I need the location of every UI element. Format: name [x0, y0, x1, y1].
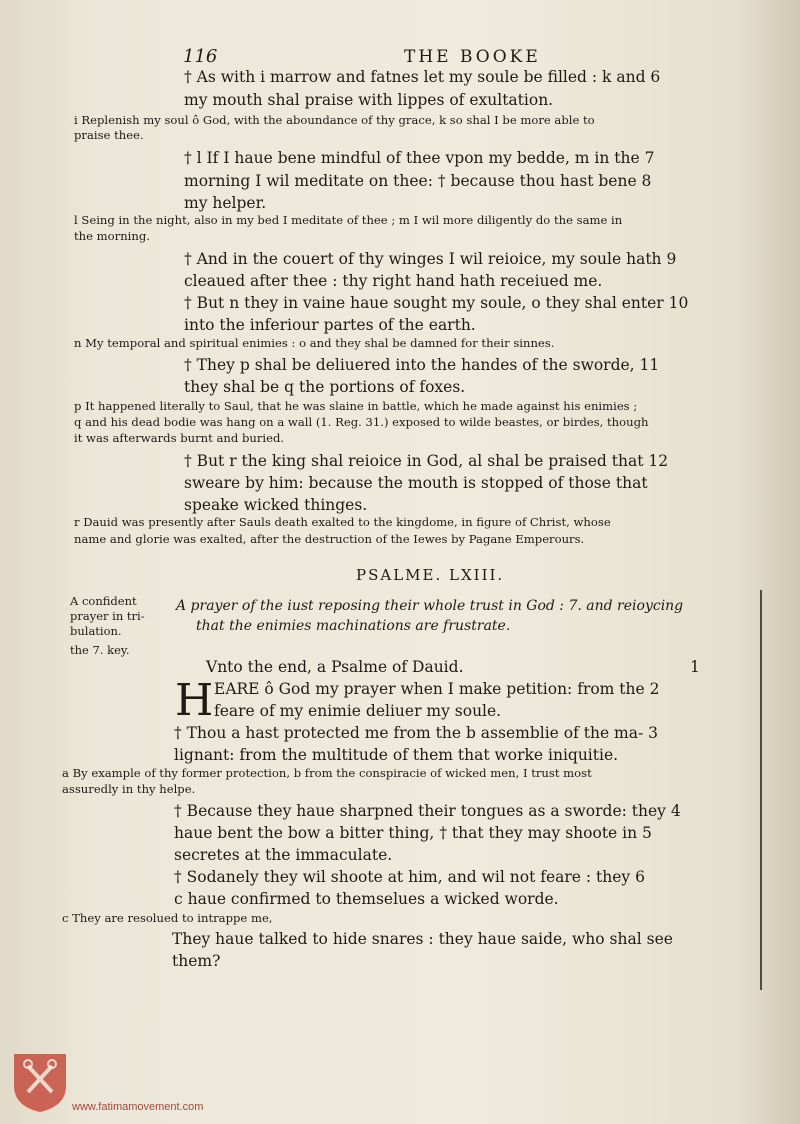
annotation-line: r Dauid was presently after Sauls death exalted to the kingdome, in figure of Christ, whose: [74, 515, 611, 529]
psalm-argument: that the enimies machinations are frustrate.: [196, 618, 511, 634]
running-head: THE BOOKE: [404, 47, 541, 67]
verse-line: † They p shal be deliuered into the handes of the sworde, 11: [184, 356, 660, 374]
verse-line: they shal be q the portions of foxes.: [184, 378, 466, 396]
margin-note: bulation.: [70, 624, 122, 638]
verse-line: † But n they in vaine haue sought my soule, o they shal enter 10: [184, 294, 689, 312]
verse-line: † But r the king shal reioice in God, al shal be praised that 12: [184, 452, 669, 470]
annotation-line: assuredly in thy helpe.: [62, 782, 196, 796]
annotation-line: n My temporal and spiritual enimies : o and they shal be damned for their sinnes.: [74, 336, 555, 350]
verse-line: into the inferiour partes of the earth.: [184, 316, 476, 334]
annotation-line: the morning.: [74, 229, 150, 243]
annotation-line: a By example of thy former protection, b from the conspiracie of wicked men, I trust most: [62, 766, 592, 780]
margin-note: the 7. key.: [70, 643, 130, 657]
verse-line: them?: [172, 952, 221, 970]
verse-line: speake wicked thinges.: [184, 496, 368, 514]
annotation-line: it was afterwards burnt and buried.: [74, 431, 285, 445]
psalm-argument: A prayer of the iust reposing their whole trust in God : 7. and reioycing: [176, 598, 684, 614]
verse-number: 1: [690, 658, 700, 676]
verse-line: † Because they haue sharpned their tongues as a sworde: they 4: [174, 802, 681, 820]
annotation-line: p It happened literally to Saul, that he was slaine in battle, which he made against his enimies ;: [74, 399, 638, 413]
drop-capital: H: [175, 675, 214, 726]
verse-line: † As with i marrow and fatnes let my soule be filled : k and 6: [184, 68, 661, 86]
annotation-line: i Replenish my soul ô God, with the aboundance of thy grace, k so shal I be more able to: [74, 113, 595, 127]
verse-line: † Thou a hast protected me from the b assemblie of the ma- 3: [174, 724, 659, 742]
verse-line: my helper.: [184, 194, 267, 212]
verse-line: † l If I haue bene mindful of thee vpon my bedde, m in the 7: [184, 149, 655, 167]
verse-line: lignant: from the multitude of them that worke iniquitie.: [174, 746, 619, 764]
verse-line: secretes at the immaculate.: [174, 846, 393, 864]
verse-line: They haue talked to hide snares : they haue saide, who shal see: [172, 930, 673, 948]
annotation-line: c They are resolued to intrappe me,: [62, 911, 273, 925]
annotation-line: praise thee.: [74, 128, 144, 142]
verse-line: cleaued after thee : thy right hand hath receiued me.: [184, 272, 603, 290]
fatima-movement-shield-logo: [12, 1052, 68, 1114]
psalm-title: Vnto the end, a Psalme of Dauid.: [206, 658, 464, 676]
page-number: 116: [183, 46, 218, 67]
psalm-heading: PSALME. LXIII.: [356, 566, 505, 584]
verse-line: feare of my enimie deliuer my soule.: [214, 702, 502, 720]
watermark-url: www.fatimamovement.com: [72, 1101, 204, 1113]
annotation-line: name and glorie was exalted, after the destruction of the Iewes by Pagane Emperours.: [74, 532, 585, 546]
margin-note: prayer in tri-: [70, 609, 145, 623]
verse-line: sweare by him: because the mouth is stopped of those that: [184, 474, 648, 492]
annotation-line: l Seing in the night, also in my bed I meditate of thee ; m I wil more diligently do the same in: [74, 213, 623, 227]
binding-rule: [760, 590, 762, 990]
margin-note: A confident: [70, 594, 137, 608]
verse-line: EARE ô God my prayer when I make petition: from the 2: [214, 680, 660, 698]
verse-line: my mouth shal praise with lippes of exultation.: [184, 91, 554, 109]
verse-line: † And in the couert of thy winges I wil reioice, my soule hath 9: [184, 250, 677, 268]
verse-line: c haue confirmed to themselues a wicked worde.: [174, 890, 559, 908]
verse-line: haue bent the bow a bitter thing, † that they may shoote in 5: [174, 824, 652, 842]
verse-line: morning I wil meditate on thee: † because thou hast bene 8: [184, 172, 652, 190]
annotation-line: q and his dead bodie was hang on a wall (1. Reg. 31.) exposed to wilde beastes, or birdes, though: [74, 415, 649, 429]
verse-line: † Sodanely they wil shoote at him, and wil not feare : they 6: [174, 868, 645, 886]
